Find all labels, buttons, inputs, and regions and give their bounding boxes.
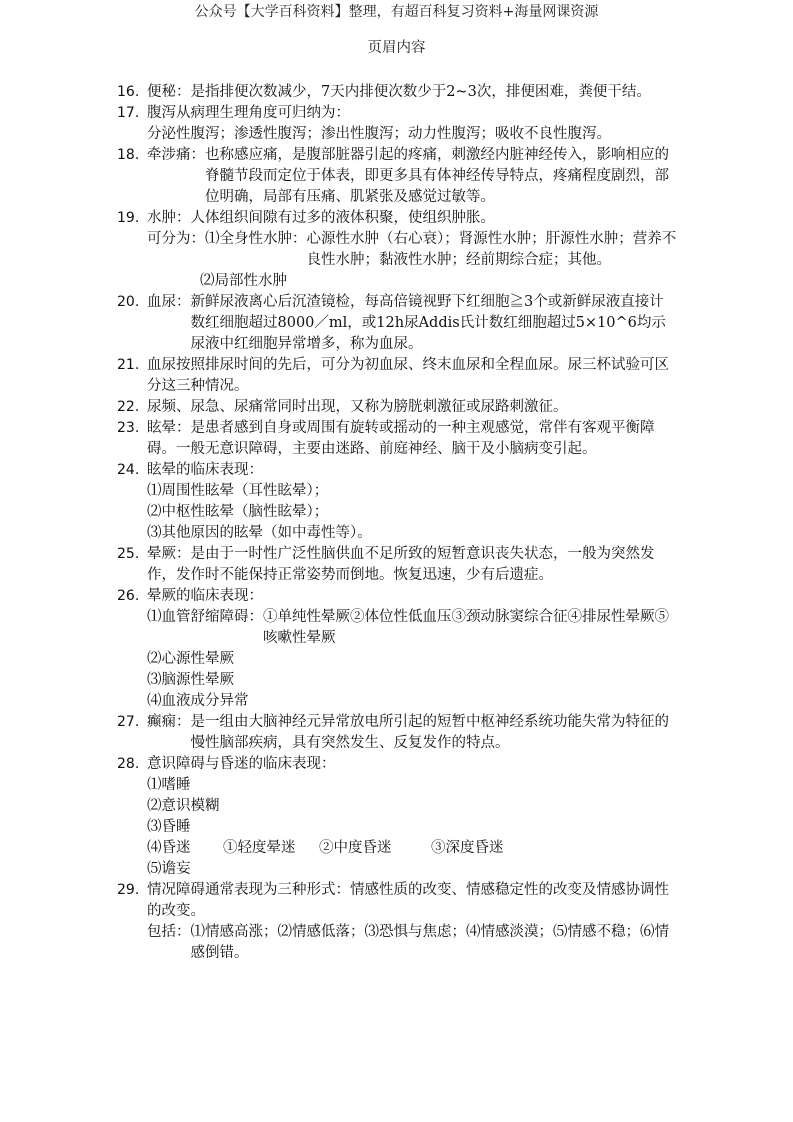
entry-text: 眩晕的临床表现： xyxy=(147,462,263,478)
entry-sub-text: 心源性水肿（右心衰）；肾源性水肿；肝源性水肿；营养不良性水肿；黏液性水肿；经前期综合症；其他。 xyxy=(306,231,677,268)
coma-level-1: ①轻度晕迷 xyxy=(223,840,296,856)
entry-text: 是指排便次数减少，7天内排便次数少于2~3次，排便困难，粪便干结。 xyxy=(190,84,651,100)
entry-text: 新鲜尿液离心后沉渣镜检，每高倍镜视野下红细胞≧3个或新鲜尿液直接计数红细胞超过8000／ml，或12h尿Addis氏计数红细胞超过5×10^6均示尿液中红细胞异常增多，称为血尿。 xyxy=(190,294,666,352)
entry-number: 23. xyxy=(117,420,140,436)
entry-number: 19. xyxy=(117,210,140,226)
entry-25 xyxy=(117,544,677,586)
entry-text: 水肿：人体组织间隙有过多的液体积聚，使组织肿胀。 xyxy=(147,210,495,226)
list-item: ⑸谵妄 xyxy=(147,861,191,877)
entry-term: 癫痫： xyxy=(147,714,191,730)
entry-sub-label: ⑴血管舒缩障碍： xyxy=(147,609,263,625)
entry-text: 是由于一时性广泛性脑供血不足所致的短暂意识丧失状态，一般为突然发作，发作时不能保持正常姿势而倒地。恢复迅速，少有后遗症。 xyxy=(147,546,655,583)
entry-text: 腹泻从病理生理角度可归纳为： xyxy=(147,105,350,121)
entry-number: 26. xyxy=(117,588,140,604)
entry-number: 20. xyxy=(117,294,140,310)
coma-label: ⑷昏迷 xyxy=(147,840,191,856)
list-item: ⑶其他原因的眩晕（如中毒性等）。 xyxy=(147,525,372,541)
entry-number: 21. xyxy=(117,357,140,373)
entry-term: 牵涉痛： xyxy=(147,147,205,163)
list-item: ⑵意识模糊 xyxy=(147,798,220,814)
entry-17 xyxy=(117,103,677,145)
list-item: ⑶昏睡 xyxy=(147,819,191,835)
list-item: ⑵心源性晕厥 xyxy=(147,651,234,667)
entry-number: 24. xyxy=(117,462,140,478)
entry-number: 18. xyxy=(117,147,140,163)
entry-24 xyxy=(117,460,677,544)
entry-subtext: 分泌性腹泻；渗透性腹泻；渗出性腹泻；动力性腹泻；吸收不良性腹泻。 xyxy=(147,126,611,142)
entry-26 xyxy=(117,586,677,712)
list-item: ⑴嗜睡 xyxy=(147,777,191,793)
entry-text: 也称感应痛，是腹部脏器引起的疼痛，刺激经内脏神经传入，影响相应的脊髓节段而定位于体表，即更多具有体神经传导特点，疼痛程度剧烈，部位明确，局部有压痛、肌紧张及感觉过敏等。 xyxy=(205,147,669,205)
entry-20 xyxy=(117,292,677,355)
top-banner: 公众号【大学百科资料】整理，有超百科复习资料+海量网课资源 xyxy=(194,4,599,20)
page-header: 页眉内容 xyxy=(367,40,426,56)
coma-row xyxy=(147,838,677,859)
coma-level-2: ②中度昏迷 xyxy=(319,840,392,856)
entry-28 xyxy=(117,754,677,880)
list-item: ⑵中枢性眩晕（脑性眩晕）； xyxy=(147,504,329,520)
entry-18 xyxy=(117,145,677,208)
entry-text: 晕厥的临床表现： xyxy=(147,588,263,604)
list-item: ⑴周围性眩晕（耳性眩晕）； xyxy=(147,483,329,499)
entry-text: 是患者感到自身或周围有旋转或摇动的一种主观感觉，常伴有客观平衡障碍。一般无意识障碍，主要由迷路、前庭神经、脑干及小脑病变引起。 xyxy=(147,420,655,457)
entry-19 xyxy=(117,208,677,292)
entry-number: 25. xyxy=(117,546,140,562)
entry-term: 眩晕： xyxy=(147,420,191,436)
entry-16 xyxy=(117,82,677,103)
entry-22 xyxy=(117,397,677,418)
entry-21 xyxy=(117,355,677,397)
entry-sub-label: 包括： xyxy=(147,924,191,940)
entry-text: 意识障碍与昏迷的临床表现： xyxy=(147,756,336,772)
list-item: ⑷血液成分异常 xyxy=(147,693,249,709)
entry-text: 情况障碍通常表现为三种形式：情感性质的改变、情感稳定性的改变及情感协调性的改变。 xyxy=(147,882,669,919)
entry-sub-text: ⑴情感高涨；⑵情感低落；⑶恐惧与焦虑；⑷情感淡漠；⑸情感不稳；⑹情感倒错。 xyxy=(190,924,669,961)
entry-text: 是一组由大脑神经元异常放电所引起的短暂中枢神经系统功能失常为特征的慢性脑部疾病，具有突然发生、反复发作的特点。 xyxy=(190,714,669,751)
entry-number: 29. xyxy=(117,882,140,898)
coma-level-3: ③深度昏迷 xyxy=(431,840,504,856)
entry-text: 血尿按照排尿时间的先后，可分为初血尿、终末血尿和全程血尿。尿三杯试验可区分这三种情况。 xyxy=(147,357,669,394)
entry-23 xyxy=(117,418,677,460)
entry-number: 17. xyxy=(117,105,140,121)
document-body xyxy=(117,82,677,964)
entry-term: 血尿： xyxy=(147,294,191,310)
entry-text: 尿频、尿急、尿痛常同时出现，又称为膀胱刺激征或尿路刺激征。 xyxy=(147,399,568,415)
entry-number: 22. xyxy=(117,399,140,415)
entry-sub-item: ⑵局部性水肿 xyxy=(200,273,287,289)
entry-number: 27. xyxy=(117,714,140,730)
entry-29 xyxy=(117,880,677,964)
entry-sub-label: 可分为：⑴全身性水肿： xyxy=(147,231,307,247)
list-item: ⑶脑源性晕厥 xyxy=(147,672,234,688)
entry-number: 28. xyxy=(117,756,140,772)
entry-27 xyxy=(117,712,677,754)
entry-sub-text: ①单纯性晕厥②体位性低血压③颈动脉窦综合征④排尿性晕厥⑤咳嗽性晕厥 xyxy=(263,609,669,646)
entry-term: 便秘： xyxy=(147,84,191,100)
entry-number: 16. xyxy=(117,84,140,100)
entry-term: 晕厥： xyxy=(147,546,191,562)
